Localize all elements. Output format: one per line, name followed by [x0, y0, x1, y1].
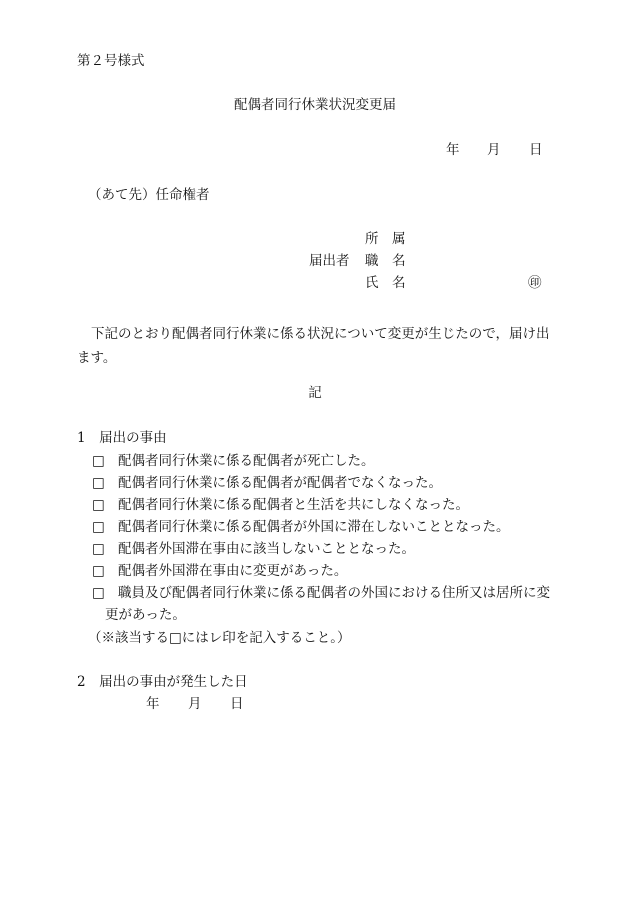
- notice-body: 下記のとおり配偶者同行休業に係る状況について変更が生じたので，届け出ます。: [77, 326, 550, 366]
- addressee: （あて先）任命権者: [88, 187, 210, 203]
- reason-option-5: 配偶者外国滞在事由に該当しないこととなった。: [118, 541, 415, 557]
- reason-option-7-continuation: 更があった。: [105, 607, 186, 623]
- reason-checkbox-7[interactable]: □: [92, 585, 105, 601]
- notifier-label: 届出者: [309, 253, 350, 269]
- section2-title: 2 届出の事由が発生した日: [77, 674, 248, 690]
- ki-heading: 記: [308, 385, 322, 401]
- date-month-label: 月: [487, 142, 501, 158]
- notice-text: [77, 322, 555, 370]
- seal-mark: ㊞: [528, 275, 542, 291]
- reason-option-2: 配偶者同行休業に係る配偶者が配偶者でなくなった。: [118, 475, 442, 491]
- checkbox-note: （※該当する□にはレ印を記入すること。）: [88, 630, 351, 646]
- reason-option-3: 配偶者同行休業に係る配偶者と生活を共にしなくなった。: [118, 497, 469, 513]
- reason-checkbox-2[interactable]: □: [92, 475, 105, 491]
- reason-checkbox-3[interactable]: □: [92, 497, 105, 513]
- position-label: 職 名: [365, 253, 406, 269]
- reason-checkbox-1[interactable]: □: [92, 453, 105, 469]
- reason-checkbox-6[interactable]: □: [92, 563, 105, 579]
- reason-option-6: 配偶者外国滞在事由に変更があった。: [118, 563, 348, 579]
- occurrence-day-label: 日: [230, 696, 244, 712]
- date-year-label: 年: [446, 142, 460, 158]
- form-number: 第２号様式: [77, 53, 145, 69]
- section1-title: 1 届出の事由: [77, 430, 167, 446]
- reason-option-7: 職員及び配偶者同行休業に係る配偶者の外国における住所又は居所に変: [118, 585, 550, 601]
- reason-option-1: 配偶者同行休業に係る配偶者が死亡した。: [118, 453, 375, 469]
- occurrence-month-label: 月: [188, 696, 202, 712]
- affiliation-label: 所 属: [365, 231, 406, 247]
- date-day-label: 日: [529, 142, 543, 158]
- occurrence-year-label: 年: [146, 696, 160, 712]
- reason-checkbox-5[interactable]: □: [92, 541, 105, 557]
- reason-option-4: 配偶者同行休業に係る配偶者が外国に滞在しないこととなった。: [118, 519, 510, 535]
- name-label: 氏 名: [365, 275, 406, 291]
- document-title: 配偶者同行休業状況変更届: [234, 97, 396, 113]
- reason-checkbox-4[interactable]: □: [92, 519, 105, 535]
